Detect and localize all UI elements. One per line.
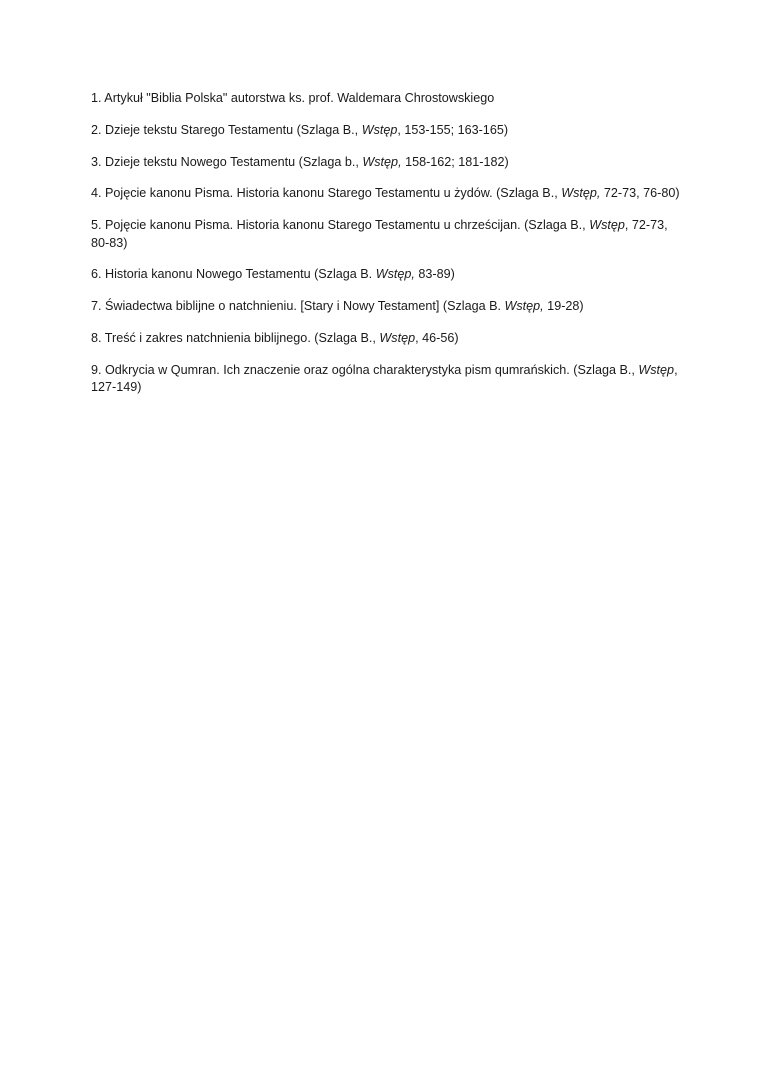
item-book-title: Wstęp [361,122,398,137]
item-text: 7. Świadectwa biblijne o natchnieniu. [Stary i Nowy Testament] (Szlaga B. [91,299,505,314]
item-book-title: Wstęp [379,331,416,346]
list-item [91,330,681,348]
list-item [91,217,681,252]
item-text: 3. Dzieje tekstu Nowego Testamentu (Szlaga b., [91,154,363,169]
item-pages: , 153-155; 163-165) [397,122,509,137]
item-book-title: Wstęp, [504,299,544,314]
item-text: 1. Artykuł "Biblia Polska" autorstwa ks. prof. Waldemara Chrostowskiego [91,91,495,105]
item-book-title: Wstęp, [362,154,402,169]
topic-list [91,90,681,411]
list-item [91,90,681,108]
item-pages: 72-73, 76-80) [600,186,680,201]
list-item [91,122,681,140]
item-text: 6. Historia kanonu Nowego Testamentu (Szlaga B. [91,267,376,282]
item-pages: , 46-56) [415,331,459,346]
item-pages: 83-89) [414,267,455,282]
item-pages: 19-28) [543,299,584,314]
item-pages: , 72-73, 80-83) [91,218,668,250]
item-book-title: Wstęp, [375,267,415,282]
item-text: 2. Dzieje tekstu Starego Testamentu (Szlaga B., [91,122,362,137]
item-book-title: Wstęp, [561,186,601,201]
item-text: 9. Odkrycia w Qumran. Ich znaczenie oraz ogólna charakterystyka pism qumrańskich. (Szlaga B., [91,362,639,377]
item-book-title: Wstęp [589,218,625,233]
list-item [91,154,681,172]
item-book-title: Wstęp [638,362,675,377]
item-text: 5. Pojęcie kanonu Pisma. Historia kanonu Starego Testamentu u chrześcijan. (Szlaga B., [91,218,590,233]
item-pages: , 127-149) [91,362,678,395]
item-pages: 158-162; 181-182) [401,154,509,169]
item-text: 4. Pojęcie kanonu Pisma. Historia kanonu Starego Testamentu u żydów. (Szlaga B., [91,186,562,201]
list-item [91,185,681,203]
item-text: 8. Treść i zakres natchnienia biblijnego. (Szlaga B., [91,331,380,346]
list-item [91,266,681,284]
list-item [91,362,681,397]
list-item [91,298,681,316]
